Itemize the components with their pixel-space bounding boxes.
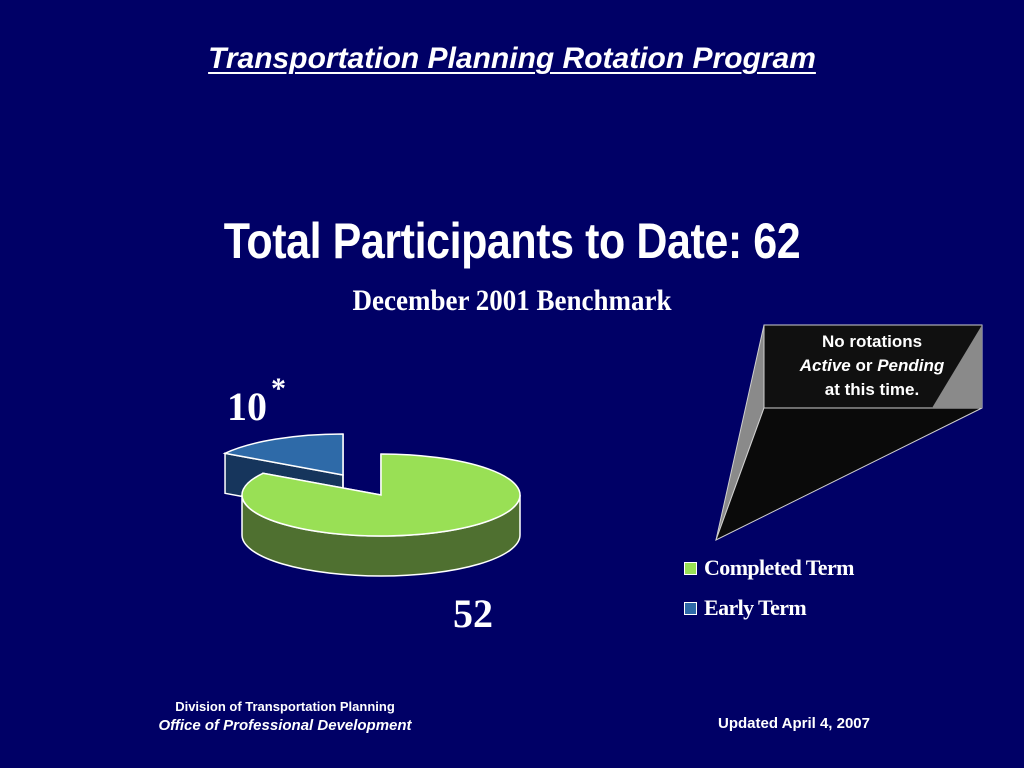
chart-subtitle: December 2001 Benchmark [352, 284, 672, 317]
legend-item-early-term [684, 588, 854, 628]
data-label-completed-term: 52 [453, 591, 493, 636]
legend-swatch-early [684, 602, 697, 615]
chart-title: Total Participants to Date: 62 [223, 213, 801, 269]
callout-line-3: at this time. [824, 380, 920, 399]
data-label-early-term: 10 [227, 384, 267, 429]
header-title: Transportation Planning Rotation Program [208, 42, 816, 75]
legend-label-completed: Completed Term [704, 555, 854, 580]
legend-item-completed-term [684, 548, 854, 588]
footer-office: Office of Professional Development [158, 717, 412, 734]
footer-division: Division of Transportation Planning [175, 699, 395, 714]
callout-active: Active [799, 356, 851, 375]
legend-label-early: Early Term [704, 595, 807, 620]
chart-legend [684, 548, 854, 628]
legend-swatch-completed [684, 562, 697, 575]
callout-line-1: No rotations [821, 332, 923, 351]
footer-left [140, 697, 430, 735]
callout-text [766, 330, 978, 402]
data-label-asterisk: * [271, 372, 286, 405]
footer-updated: Updated April 4, 2007 [718, 715, 870, 732]
callout-or: or [850, 356, 878, 375]
callout-pending: Pending [877, 356, 945, 375]
callout-line-2 [766, 354, 978, 378]
